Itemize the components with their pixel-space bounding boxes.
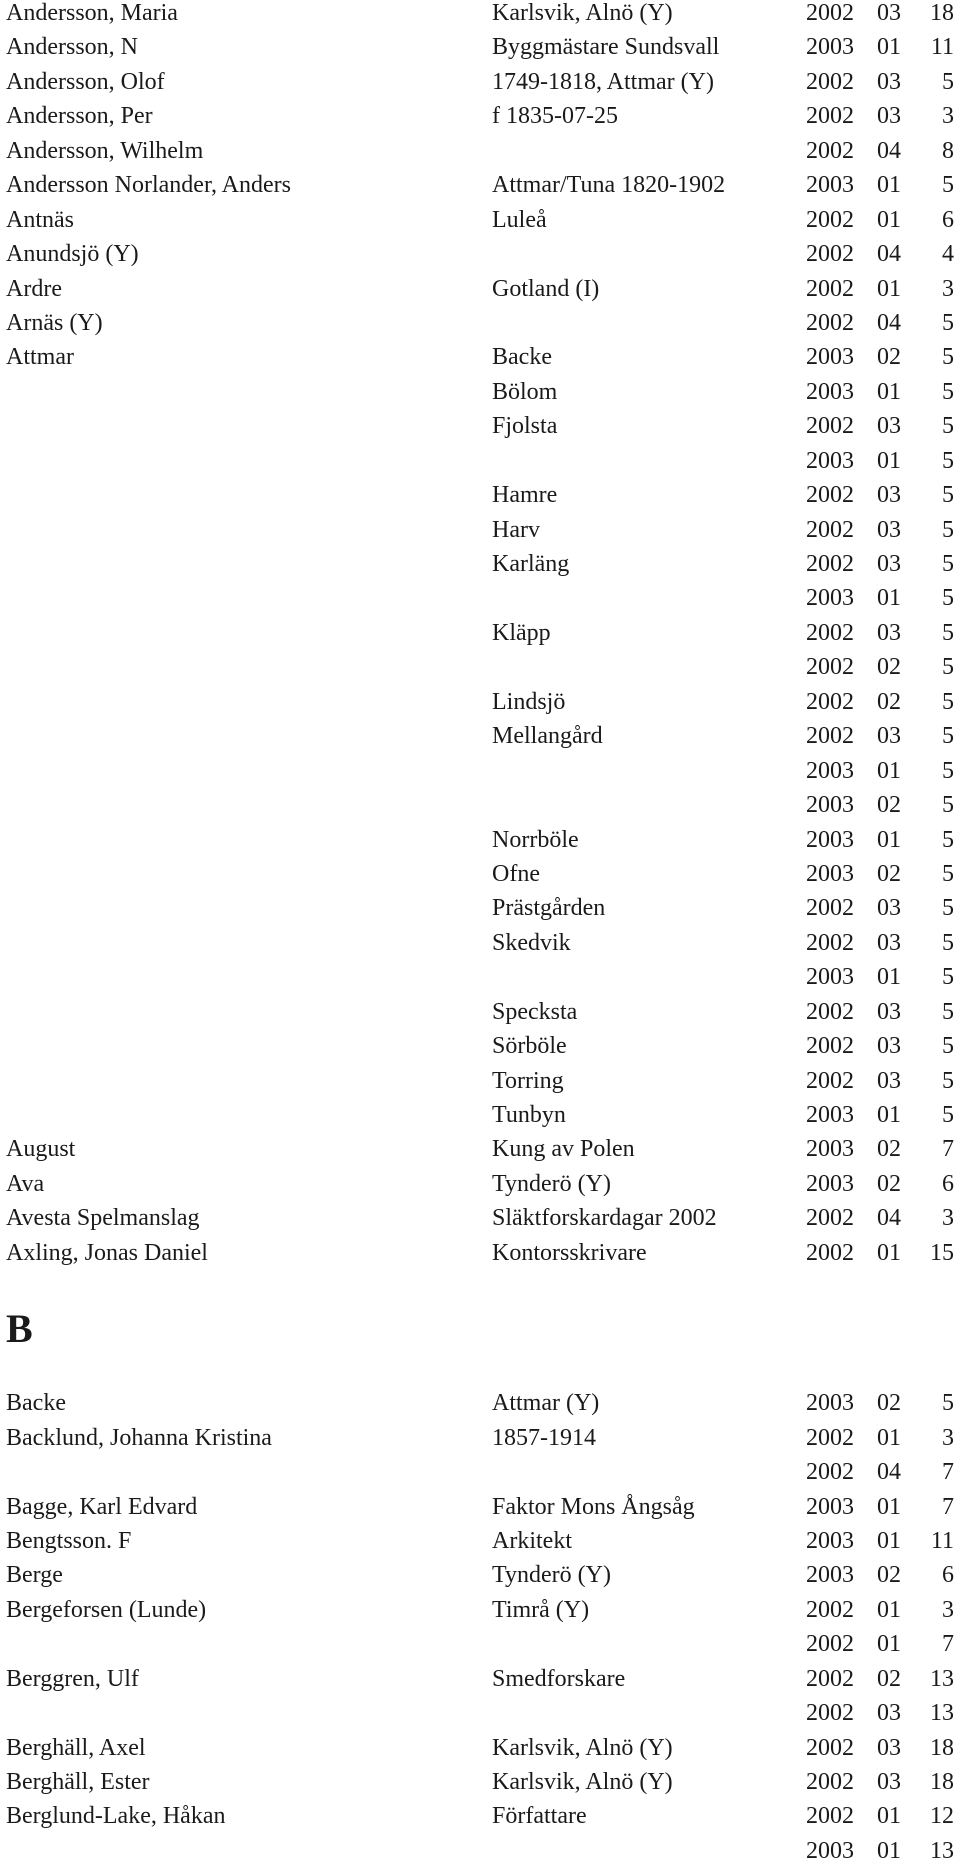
entry-page: 3 [942,1205,954,1232]
entry-page: 5 [942,688,954,715]
entry-issue: 02 [877,688,901,715]
index-entry [0,1558,960,1592]
entry-year: 2002 [806,68,854,95]
entry-page: 5 [942,757,954,784]
entry-name: Axling, Jonas Daniel [6,1239,208,1266]
entry-name: Bengtsson. F [6,1527,132,1554]
entry-issue: 03 [877,0,901,26]
index-entry [0,1593,960,1627]
entry-year: 2002 [806,309,854,336]
entry-name: Andersson, Wilhelm [6,137,204,164]
entry-issue: 01 [877,1803,901,1830]
entry-description: Ofne [492,860,540,887]
entry-year: 2002 [806,1631,854,1658]
entry-issue: 03 [877,1067,901,1094]
entry-year: 2002 [806,1803,854,1830]
entry-issue: 01 [877,757,901,784]
entry-year: 2002 [806,929,854,956]
entry-page: 7 [942,1631,954,1658]
index-entry [0,409,960,443]
entry-year: 2003 [806,826,854,853]
index-section-b [0,1386,960,1868]
entry-year: 2002 [806,275,854,302]
entry-page: 11 [930,1527,954,1554]
entry-page: 12 [930,1803,954,1830]
index-entry [0,891,960,925]
entry-name: Berghäll, Ester [6,1769,150,1795]
index-entry [0,1167,960,1201]
index-entry [0,30,960,64]
entry-year: 2002 [806,1459,854,1486]
entry-description: Timrå (Y) [492,1596,590,1623]
entry-issue: 02 [877,1136,901,1163]
entry-description: Norrböle [492,826,579,853]
entry-year: 2002 [806,998,854,1025]
entry-page: 5 [942,964,954,991]
entry-page: 18 [930,1769,954,1795]
entry-page: 5 [942,516,954,543]
entry-description: Harv [492,516,540,543]
index-entry [0,99,960,133]
entry-description: Tynderö (Y) [492,1170,611,1197]
entry-description: Torring [492,1067,564,1094]
entry-year: 2002 [806,516,854,543]
entry-description: Kläpp [492,619,551,646]
entry-name: Arnäs (Y) [6,309,103,336]
entry-issue: 01 [877,1239,901,1266]
entry-issue: 03 [877,895,901,922]
entry-year: 2002 [806,895,854,922]
index-entry [0,719,960,753]
entry-year: 2003 [806,585,854,612]
index-entry [0,272,960,306]
index-entry [0,237,960,271]
entry-year: 2003 [806,447,854,474]
entry-description: Hamre [492,482,558,509]
entry-issue: 04 [877,241,901,268]
entry-page: 5 [942,447,954,474]
entry-description: Tunbyn [492,1102,566,1128]
entry-name: Andersson, Maria [6,0,178,26]
entry-issue: 02 [877,792,901,819]
entry-issue: 01 [877,447,901,474]
entry-page: 3 [942,1424,954,1451]
entry-name: Backlund, Johanna Kristina [6,1424,272,1451]
entry-description: Skedvik [492,929,571,956]
entry-page: 7 [942,1493,954,1520]
entry-description: Byggmästare Sundsvall [492,34,720,61]
entry-description: Sörböle [492,1033,567,1060]
entry-issue: 04 [877,1459,901,1486]
index-entry [0,375,960,409]
entry-page: 7 [942,1459,954,1486]
entry-page: 5 [942,998,954,1025]
entry-issue: 03 [877,482,901,509]
index-entry [0,1386,960,1420]
entry-year: 2003 [806,344,854,371]
entry-page: 5 [942,1067,954,1094]
entry-description: Lindsjö [492,688,566,715]
entry-issue: 03 [877,516,901,543]
entry-year: 2002 [806,1596,854,1623]
index-entry [0,1132,960,1166]
entry-issue: 02 [877,654,901,681]
entry-page: 8 [942,137,954,164]
entry-issue: 01 [877,585,901,612]
entry-description: Specksta [492,998,578,1025]
entry-description: f 1835-07-25 [492,103,618,130]
entry-page: 5 [942,68,954,95]
index-entry [0,1799,960,1833]
entry-page: 5 [942,619,954,646]
entry-year: 2003 [806,757,854,784]
index-entry [0,65,960,99]
index-entry [0,823,960,857]
entry-year: 2003 [806,378,854,405]
index-entry [0,616,960,650]
index-entry [0,1627,960,1661]
entry-description: 1857-1914 [492,1424,596,1451]
entry-page: 5 [942,378,954,405]
entry-year: 2002 [806,413,854,440]
entry-issue: 03 [877,103,901,130]
entry-year: 2002 [806,1769,854,1795]
entry-issue: 03 [877,1769,901,1795]
entry-description: Smedforskare [492,1665,626,1692]
entry-issue: 01 [877,1424,901,1451]
entry-page: 5 [942,344,954,371]
entry-issue: 04 [877,137,901,164]
entry-name: Backe [6,1390,66,1417]
entry-description: Karläng [492,551,570,577]
entry-name: Ardre [6,275,62,302]
index-entry [0,1064,960,1098]
entry-year: 2002 [806,137,854,164]
entry-issue: 03 [877,551,901,577]
entry-page: 5 [942,654,954,681]
entry-page: 13 [930,1700,954,1727]
entry-year: 2002 [806,482,854,509]
entry-description: Tynderö (Y) [492,1562,611,1589]
entry-page: 6 [942,206,954,233]
entry-page: 6 [942,1562,954,1589]
entry-page: 5 [942,1102,954,1128]
entry-description: Attmar (Y) [492,1390,600,1417]
index-entry [0,1455,960,1489]
entry-year: 2002 [806,1734,854,1761]
index-entry [0,1662,960,1696]
entry-year: 2003 [806,964,854,991]
entry-page: 5 [942,413,954,440]
entry-page: 5 [942,929,954,956]
index-entry [0,857,960,891]
entry-year: 2002 [806,619,854,646]
entry-issue: 01 [877,1493,901,1520]
entry-description: Luleå [492,206,547,233]
entry-year: 2003 [806,792,854,819]
entry-description: Faktor Mons Ångsåg [492,1493,695,1520]
entry-description: Kontorsskrivare [492,1239,647,1266]
entry-year: 2002 [806,551,854,577]
index-entry [0,995,960,1029]
entry-issue: 01 [877,378,901,405]
entry-description: Arkitekt [492,1527,572,1554]
entry-page: 5 [942,895,954,922]
entry-page: 5 [942,482,954,509]
entry-issue: 02 [877,344,901,371]
index-entry [0,203,960,237]
entry-name: Berghäll, Axel [6,1734,146,1761]
entry-name: Berggren, Ulf [6,1665,139,1692]
section-b-heading [0,1270,960,1386]
entry-issue: 01 [877,1631,901,1658]
entry-page: 5 [942,826,954,853]
entry-page: 5 [942,309,954,336]
entry-issue: 01 [877,1596,901,1623]
entry-year: 2003 [806,1390,854,1417]
entry-name: Bergeforsen (Lunde) [6,1596,207,1623]
index-entry [0,306,960,340]
entry-description: Prästgården [492,895,606,922]
entry-description: Karlsvik, Alnö (Y) [492,0,673,26]
index-entry [0,1236,960,1270]
entry-issue: 04 [877,1205,901,1232]
entry-page: 5 [942,172,954,199]
entry-description: Karlsvik, Alnö (Y) [492,1734,673,1761]
entry-issue: 03 [877,619,901,646]
entry-issue: 02 [877,1390,901,1417]
entry-name: Ava [6,1170,45,1197]
entry-year: 2002 [806,0,854,26]
entry-issue: 01 [877,1837,901,1864]
entry-description: Attmar/Tuna 1820-1902 [492,172,726,199]
entry-page: 4 [942,241,954,268]
entry-page: 3 [942,103,954,130]
entry-year: 2003 [806,1102,854,1128]
entry-name: August [6,1136,76,1163]
entry-year: 2002 [806,1239,854,1266]
entry-description: Släktforskardagar 2002 [492,1205,717,1232]
index-entry [0,478,960,512]
index-entry [0,1765,960,1799]
entry-issue: 01 [877,964,901,991]
entry-page: 13 [930,1665,954,1692]
entry-name: Attmar [6,344,74,371]
entry-name: Andersson, N [6,34,138,61]
entry-year: 2002 [806,1424,854,1451]
index-entry [0,1834,960,1868]
entry-issue: 01 [877,826,901,853]
entry-issue: 03 [877,929,901,956]
index-entry [0,513,960,547]
entry-description: Backe [492,344,552,371]
entry-page: 5 [942,723,954,750]
entry-issue: 01 [877,275,901,302]
entry-issue: 01 [877,1102,901,1128]
entry-description: Mellangård [492,723,603,750]
entry-page: 5 [942,551,954,577]
entry-year: 2002 [806,103,854,130]
entry-year: 2003 [806,1136,854,1163]
entry-year: 2002 [806,241,854,268]
index-entry [0,788,960,822]
index-entry [0,1696,960,1730]
entry-issue: 03 [877,723,901,750]
entry-page: 3 [942,275,954,302]
entry-name: Berglund-Lake, Håkan [6,1803,226,1830]
entry-issue: 01 [877,1527,901,1554]
entry-issue: 02 [877,860,901,887]
index-entry [0,926,960,960]
entry-issue: 04 [877,309,901,336]
entry-page: 5 [942,792,954,819]
entry-year: 2002 [806,1067,854,1094]
entry-description: Kung av Polen [492,1136,635,1163]
index-entry [0,650,960,684]
entry-year: 2002 [806,1033,854,1060]
entry-year: 2003 [806,1527,854,1554]
index-entry [0,685,960,719]
entry-description: Bölom [492,378,558,405]
entry-page: 5 [942,860,954,887]
entry-issue: 03 [877,1033,901,1060]
entry-page: 18 [930,1734,954,1761]
entry-page: 5 [942,1033,954,1060]
entry-name: Anundsjö (Y) [6,241,139,268]
entry-issue: 03 [877,1734,901,1761]
index-entry [0,1731,960,1765]
entry-issue: 01 [877,172,901,199]
index-entry [0,444,960,478]
entry-year: 2003 [806,34,854,61]
entry-year: 2003 [806,1562,854,1589]
index-entry [0,0,960,30]
entry-page: 7 [942,1136,954,1163]
entry-name: Andersson, Olof [6,68,165,95]
entry-name: Antnäs [6,206,74,233]
index-entry [0,1029,960,1063]
entry-year: 2002 [806,654,854,681]
section-letter: B [6,1306,33,1352]
entry-name: Avesta Spelmanslag [6,1205,200,1232]
entry-page: 5 [942,1390,954,1417]
index-entry [0,1421,960,1455]
entry-page: 13 [930,1837,954,1864]
entry-year: 2003 [806,172,854,199]
entry-year: 2003 [806,1170,854,1197]
entry-year: 2003 [806,860,854,887]
entry-page: 11 [930,34,954,61]
index-entry [0,581,960,615]
entry-description: 1749-1818, Attmar (Y) [492,68,714,95]
index-entry [0,1201,960,1235]
entry-page: 15 [930,1239,954,1266]
index-entry [0,340,960,374]
entry-year: 2002 [806,1700,854,1727]
entry-issue: 02 [877,1665,901,1692]
entry-description: Fjolsta [492,413,558,440]
entry-issue: 02 [877,1170,901,1197]
entry-year: 2002 [806,1665,854,1692]
entry-year: 2002 [806,1205,854,1232]
entry-name: Berge [6,1562,63,1589]
index-entry [0,134,960,168]
entry-year: 2003 [806,1837,854,1864]
entry-description: Gotland (I) [492,275,600,302]
index-entry [0,547,960,581]
index-entry [0,754,960,788]
entry-issue: 03 [877,998,901,1025]
index-entry [0,1098,960,1132]
entry-issue: 03 [877,413,901,440]
entry-description: Författare [492,1803,587,1830]
index-entry [0,1524,960,1558]
entry-year: 2003 [806,1493,854,1520]
entry-issue: 01 [877,34,901,61]
entry-issue: 03 [877,68,901,95]
entry-year: 2002 [806,206,854,233]
entry-page: 3 [942,1596,954,1623]
entry-year: 2002 [806,688,854,715]
entry-name: Andersson, Per [6,103,153,130]
entry-description: Karlsvik, Alnö (Y) [492,1769,673,1795]
entry-issue: 01 [877,206,901,233]
entry-name: Andersson Norlander, Anders [6,172,291,199]
entry-name: Bagge, Karl Edvard [6,1493,198,1520]
index-entry [0,168,960,202]
entry-year: 2002 [806,723,854,750]
index-entry [0,960,960,994]
entry-page: 5 [942,585,954,612]
entry-page: 18 [930,0,954,26]
entry-issue: 02 [877,1562,901,1589]
index-entry [0,1490,960,1524]
entry-issue: 03 [877,1700,901,1727]
entry-page: 6 [942,1170,954,1197]
